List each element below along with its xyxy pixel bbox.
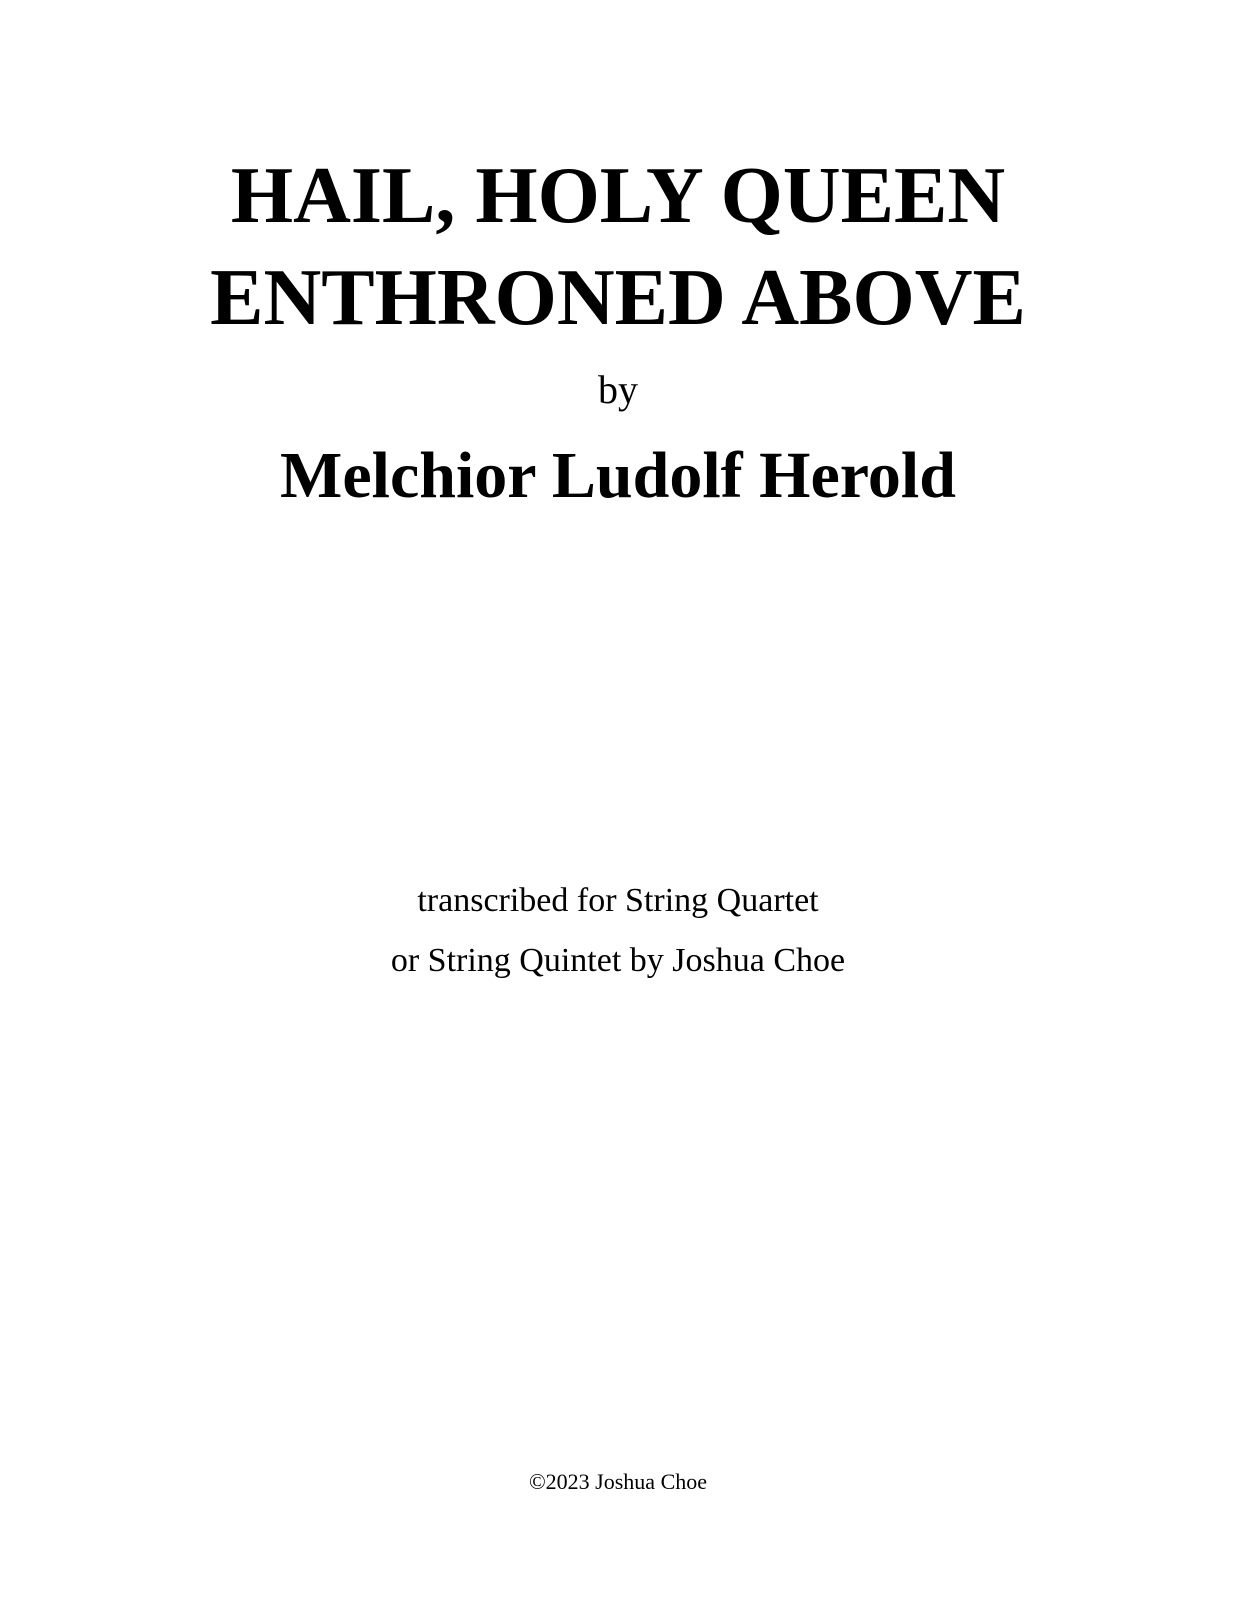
copyright-notice: ©2023 Joshua Choe [528,1469,708,1494]
by-label: by [598,367,638,412]
transcription-credit-line-2: or String Quintet by Joshua Choe [390,942,846,979]
composer-name: Melchior Ludolf Herold [280,439,956,512]
title-line-2: ENTHRONED ABOVE [210,254,1026,342]
title-line-1: HAIL, HOLY QUEEN [230,152,1006,240]
transcription-credit-line-1: transcribed for String Quartet [417,882,819,919]
